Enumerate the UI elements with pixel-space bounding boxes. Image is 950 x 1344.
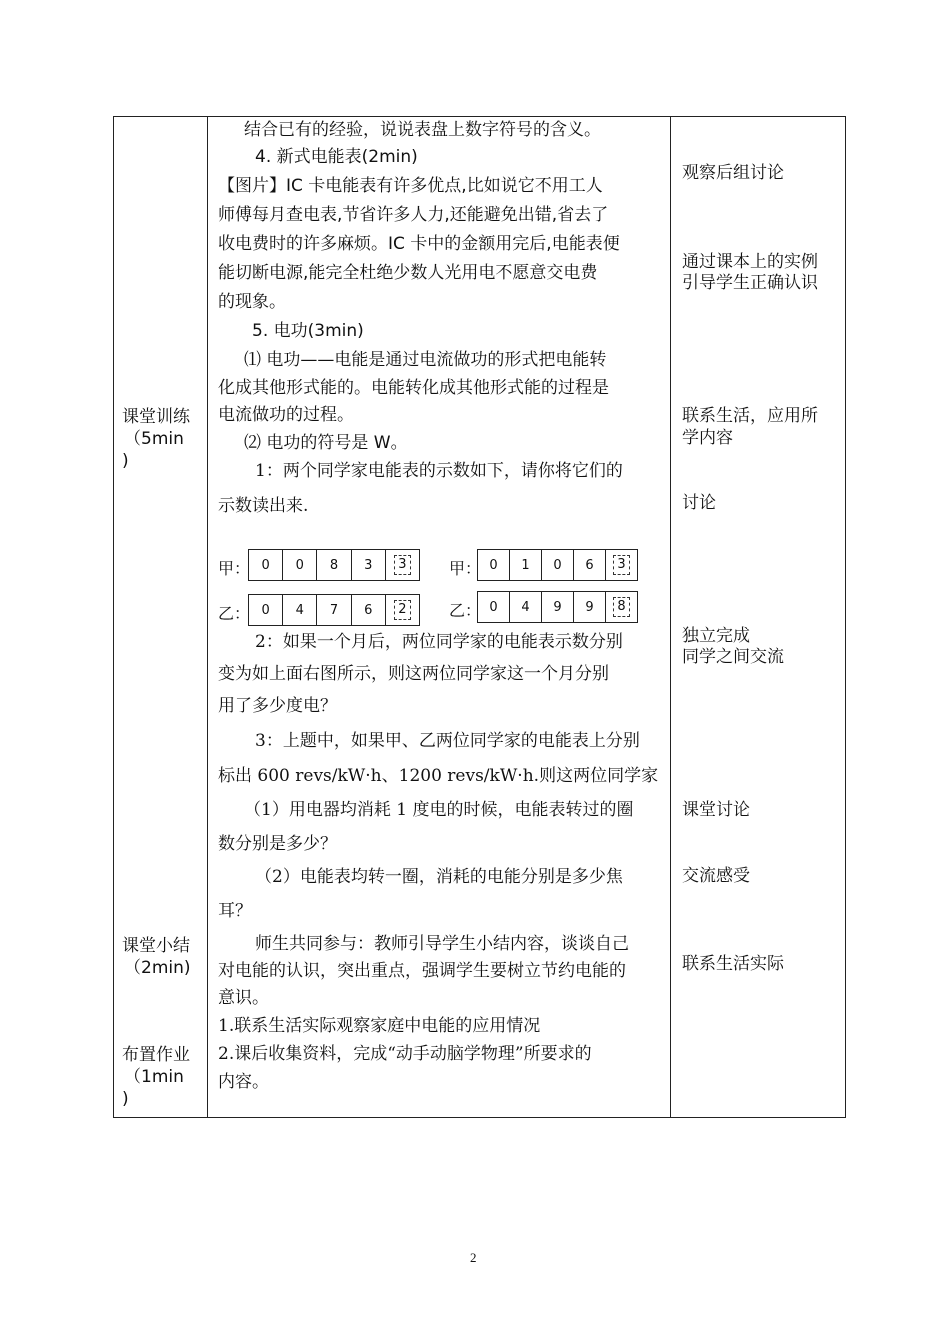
meter-digit: 6 bbox=[574, 550, 606, 580]
meter-digit: 6 bbox=[352, 595, 386, 625]
meter-label: 甲： bbox=[449, 559, 482, 578]
meter-digit: 7 bbox=[317, 595, 351, 625]
activity-note: 观察后组讨论 bbox=[682, 163, 784, 183]
meter-digit: 0 bbox=[542, 550, 574, 580]
column-divider bbox=[207, 117, 208, 1117]
meter-decimal: 2 bbox=[394, 600, 410, 620]
meter-decimal: 3 bbox=[613, 555, 629, 575]
text-line: ⑵ 电功的符号是 W。 bbox=[244, 433, 408, 453]
homework-line: 内容。 bbox=[218, 1072, 269, 1092]
text-line: 电流做功的过程。 bbox=[218, 405, 354, 425]
activity-note: 学内容 bbox=[682, 428, 733, 448]
activity-note: 联系生活，应用所 bbox=[682, 406, 818, 426]
text-line: ⑴ 电功——电能是通过电流做功的形式把电能转 bbox=[244, 350, 607, 370]
meter-digit: 0 bbox=[249, 550, 283, 580]
summary-time: （2min) bbox=[124, 958, 191, 978]
meter-label: 乙： bbox=[449, 601, 482, 620]
activity-note: 同学之间交流 bbox=[682, 647, 784, 667]
meter-decimal: 8 bbox=[613, 597, 629, 617]
meter-left-top bbox=[248, 549, 420, 581]
section-heading: 5. 电功(3min) bbox=[252, 321, 364, 341]
question-1-line: 示数读出来. bbox=[218, 496, 309, 516]
meter-digit: 4 bbox=[283, 595, 317, 625]
activity-note: 独立完成 bbox=[682, 626, 750, 646]
meter-decimal: 3 bbox=[394, 555, 410, 575]
activity-note: 课堂讨论 bbox=[682, 800, 750, 820]
text-line: 收电费时的许多麻烦。IC 卡中的金额用完后,电能表便 bbox=[218, 234, 620, 254]
training-label: 课堂训练 bbox=[122, 407, 190, 427]
section-heading: 4. 新式电能表(2min) bbox=[255, 147, 418, 167]
training-time: （5min bbox=[124, 429, 184, 449]
page-number: 2 bbox=[470, 1250, 477, 1265]
question-2-line: 2：如果一个月后，两位同学家的电能表示数分别 bbox=[255, 632, 623, 652]
meter-digit: 0 bbox=[249, 595, 283, 625]
question-3-line: （2）电能表均转一圈，消耗的电能分别是多少焦 bbox=[255, 867, 623, 887]
question-3-line: （1）用电器均消耗 1 度电的时候，电能表转过的圈 bbox=[244, 800, 634, 820]
summary-label: 课堂小结 bbox=[122, 936, 190, 956]
meter-digit: 0 bbox=[478, 592, 510, 622]
question-1-line: 1：两个同学家电能表的示数如下，请你将它们的 bbox=[255, 461, 623, 481]
text-line: 能切断电源,能完全杜绝少数人光用电不愿意交电费 bbox=[218, 263, 598, 283]
meter-label: 乙： bbox=[218, 604, 251, 623]
meter-digit: 1 bbox=[510, 550, 542, 580]
question-2-line: 用了多少度电？ bbox=[218, 696, 337, 716]
meter-right-bottom bbox=[477, 591, 638, 623]
meter-digit: 8 bbox=[317, 550, 351, 580]
text-line: 师傅每月查电表,节省许多人力,还能避免出错,省去了 bbox=[218, 205, 609, 225]
homework-label: 布置作业 bbox=[122, 1045, 190, 1065]
meter-digit: 0 bbox=[478, 550, 510, 580]
question-3-line: 数分别是多少？ bbox=[218, 834, 337, 854]
meter-digit: 9 bbox=[542, 592, 574, 622]
homework-time-close: ) bbox=[122, 1089, 129, 1109]
summary-line: 师生共同参与：教师引导学生小结内容，谈谈自己 bbox=[255, 934, 629, 954]
question-3-line: 耳？ bbox=[218, 901, 252, 921]
question-3-line: 3：上题中，如果甲、乙两位同学家的电能表上分别 bbox=[255, 731, 640, 751]
question-2-line: 变为如上面右图所示，则这两位同学家这一个月分别 bbox=[218, 664, 609, 684]
summary-line: 对电能的认识，突出重点，强调学生要树立节约电能的 bbox=[218, 961, 626, 981]
text-line: 【图片】IC 卡电能表有许多优点,比如说它不用工人 bbox=[218, 176, 603, 196]
text-line: 化成其他形式能的。电能转化成其他形式能的过程是 bbox=[218, 378, 609, 398]
meter-right-top bbox=[477, 549, 638, 581]
text-line: 结合已有的经验，说说表盘上数字符号的含义。 bbox=[244, 120, 601, 140]
homework-time: （1min bbox=[124, 1067, 184, 1087]
homework-line: 2.课后收集资料，完成“动手动脑学物理”所要求的 bbox=[218, 1044, 592, 1064]
activity-note: 通过课本上的实例 bbox=[682, 252, 818, 272]
question-3-line: 标出 600 revs/kW·h、1200 revs/kW·h.则这两位同学家 bbox=[218, 766, 659, 786]
column-divider bbox=[670, 117, 671, 1117]
meter-label: 甲： bbox=[218, 559, 251, 578]
activity-note: 交流感受 bbox=[682, 866, 750, 886]
text-line: 的现象。 bbox=[218, 292, 286, 312]
homework-line: 1.联系生活实际观察家庭中电能的应用情况 bbox=[218, 1016, 541, 1036]
activity-note: 联系生活实际 bbox=[682, 954, 784, 974]
summary-line: 意识。 bbox=[218, 988, 269, 1008]
meter-digit: 0 bbox=[283, 550, 317, 580]
activity-note: 讨论 bbox=[682, 493, 716, 513]
meter-digit: 3 bbox=[352, 550, 386, 580]
training-time-close: ) bbox=[122, 451, 129, 471]
meter-digit: 4 bbox=[510, 592, 542, 622]
meter-left-bottom bbox=[248, 594, 420, 626]
activity-note: 引导学生正确认识 bbox=[682, 273, 818, 293]
meter-digit: 9 bbox=[574, 592, 606, 622]
